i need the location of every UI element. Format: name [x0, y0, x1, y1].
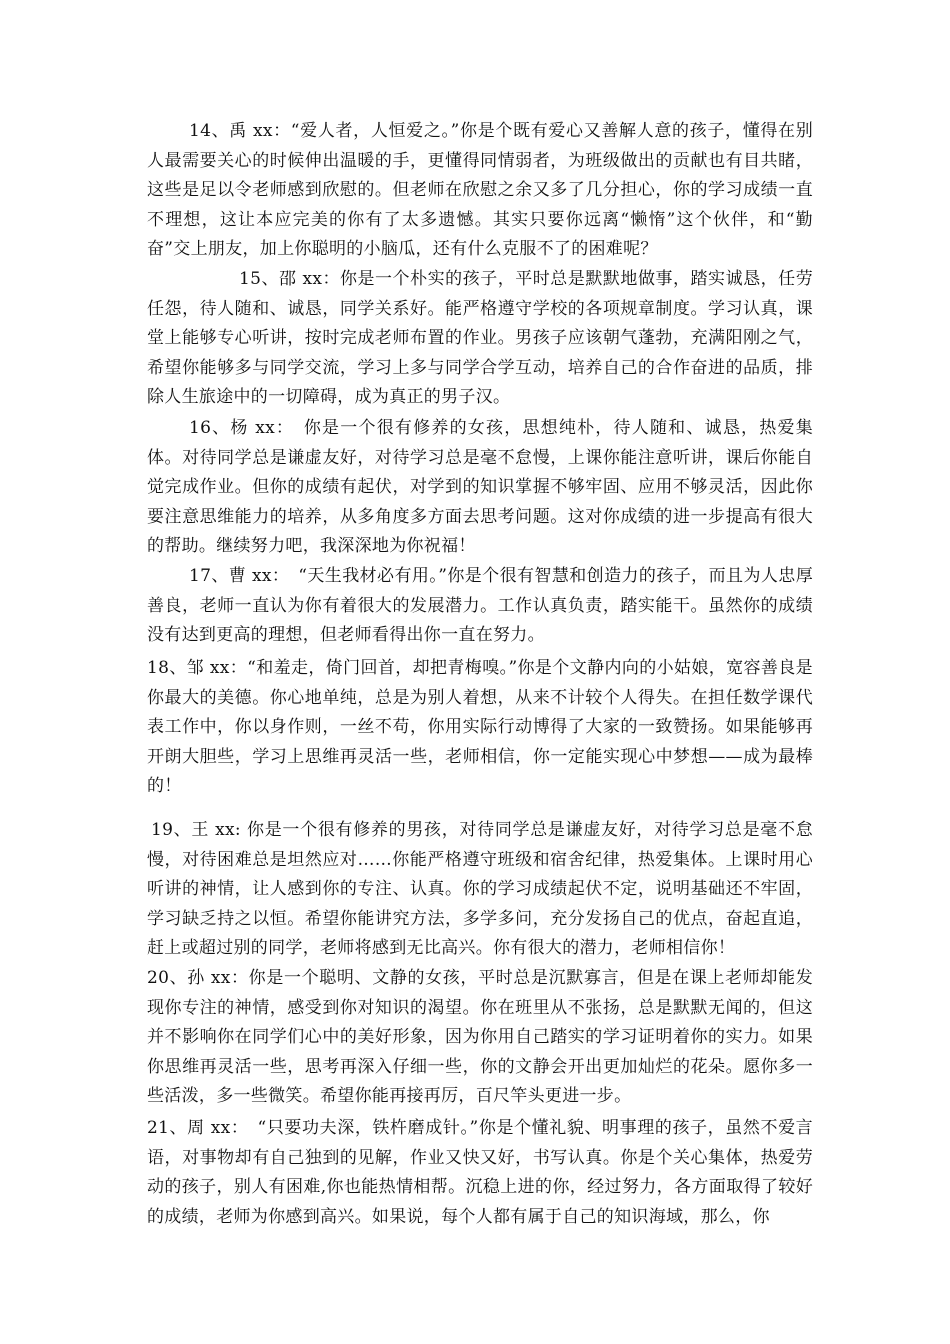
comment-paragraph-18: 18、邹 xx：“和羞走，倚门回首，却把青梅嗅。”你是个文静内向的小姑娘，宽容善良是你最大的美德。你心地单纯，总是为别人着想，从来不计较个人得失。在担任数学课代表工作中，你以身作则，一丝不苟，你用实际行动博得了大家的一致赞扬。如果能够再开朗大胆些，学习上思维再灵活一些，老师相信，你一定能实现心中梦想——成为最棒的！	[147, 658, 813, 796]
comment-paragraph-21: 21、周 xx： “只要功夫深，铁杵磨成针。”你是个懂礼貌、明事理的孩子，虽然不爱言语，对事物却有自己独到的见解，作业又快又好，书写认真。你是个关心集体，热爱劳动的孩子，别人有困难,你也能热情相帮。沉稳上进的你，经过努力，各方面取得了较好的成绩，老师为你感到高兴。如果说，每个人都有属于自己的知识海域，那么，你	[147, 1118, 813, 1227]
comment-paragraph-16: 16、杨 xx： 你是一个很有修养的女孩，思想纯朴，待人随和、诚恳，热爱集体。对待同学总是谦虚友好，对待学习总是毫不怠慢，上课你能注意听讲，课后你能自觉完成作业。但你的成绩有起伏，对学到的知识掌握不够牢固、应用不够灵活，因此你要注意思维能力的培养，从多角度多方面去思考问题。这对你成绩的进一步提高有很大的帮助。继续努力吧，我深深地为你祝福！	[147, 418, 813, 556]
comment-paragraph-15: 15、邵 xx：你是一个朴实的孩子，平时总是默默地做事，踏实诚恳，任劳任怨，待人随和、诚恳，同学关系好。能严格遵守学校的各项规章制度。学习认真，课堂上能够专心听讲，按时完成老师布置的作业。男孩子应该朝气蓬勃，充满阳刚之气，希望你能够多与同学交流，学习上多与同学合学互动，培养自己的合作奋进的品质，排除人生旅途中的一切障碍，成为真正的男子汉。	[147, 269, 813, 407]
comment-paragraph-20: 20、孙 xx：你是一个聪明、文静的女孩，平时总是沉默寡言，但是在课上老师却能发现你专注的神情，感受到你对知识的渴望。你在班里从不张扬，总是默默无闻的，但这并不影响你在同学们心中的美好形象，因为你用自己踏实的学习证明着你的实力。如果你思维再灵活一些，思考再深入仔细一些，你的文静会开出更加灿烂的花朵。愿你多一些活泼，多一些微笑。希望你能再接再厉，百尺竿头更进一步。	[147, 968, 813, 1106]
comment-paragraph-17: 17、曹 xx： “天生我材必有用。”你是个很有智慧和创造力的孩子，而且为人忠厚善良，老师一直认为你有着很大的发展潜力。工作认真负责，踏实能干。虽然你的成绩没有达到更高的理想，但老师看得出你一直在努力。	[147, 566, 813, 645]
comment-paragraph-14: 14、禹 xx：“爱人者，人恒爱之。”你是个既有爱心又善解人意的孩子，懂得在别人最需要关心的时候伸出温暖的手，更懂得同情弱者，为班级做出的贡献也有目共睹，这些是足以令老师感到欣慰的。但老师在欣慰之余又多了几分担心，你的学习成绩一直不理想，这让本应完美的你有了太多遗憾。其实只要你远离“懒惰”这个伙伴，和“勤奋”交上朋友，加上你聪明的小脑瓜，还有什么克服不了的困难呢？	[147, 121, 813, 259]
comment-paragraph-19: 19、王 xx: 你是一个很有修养的男孩，对待同学总是谦虚友好，对待学习总是毫不怠慢，对待困难总是坦然应对……你能严格遵守班级和宿舍纪律，热爱集体。上课时用心听讲的神情，让人感到你的专注、认真。你的学习成绩起伏不定，说明基础还不牢固，学习缺乏持之以恒。希望你能讲究方法，多学多问，充分发扬自己的优点，奋起直追，赶上或超过别的同学，老师将感到无比高兴。你有很大的潜力，老师相信你！	[147, 820, 813, 958]
